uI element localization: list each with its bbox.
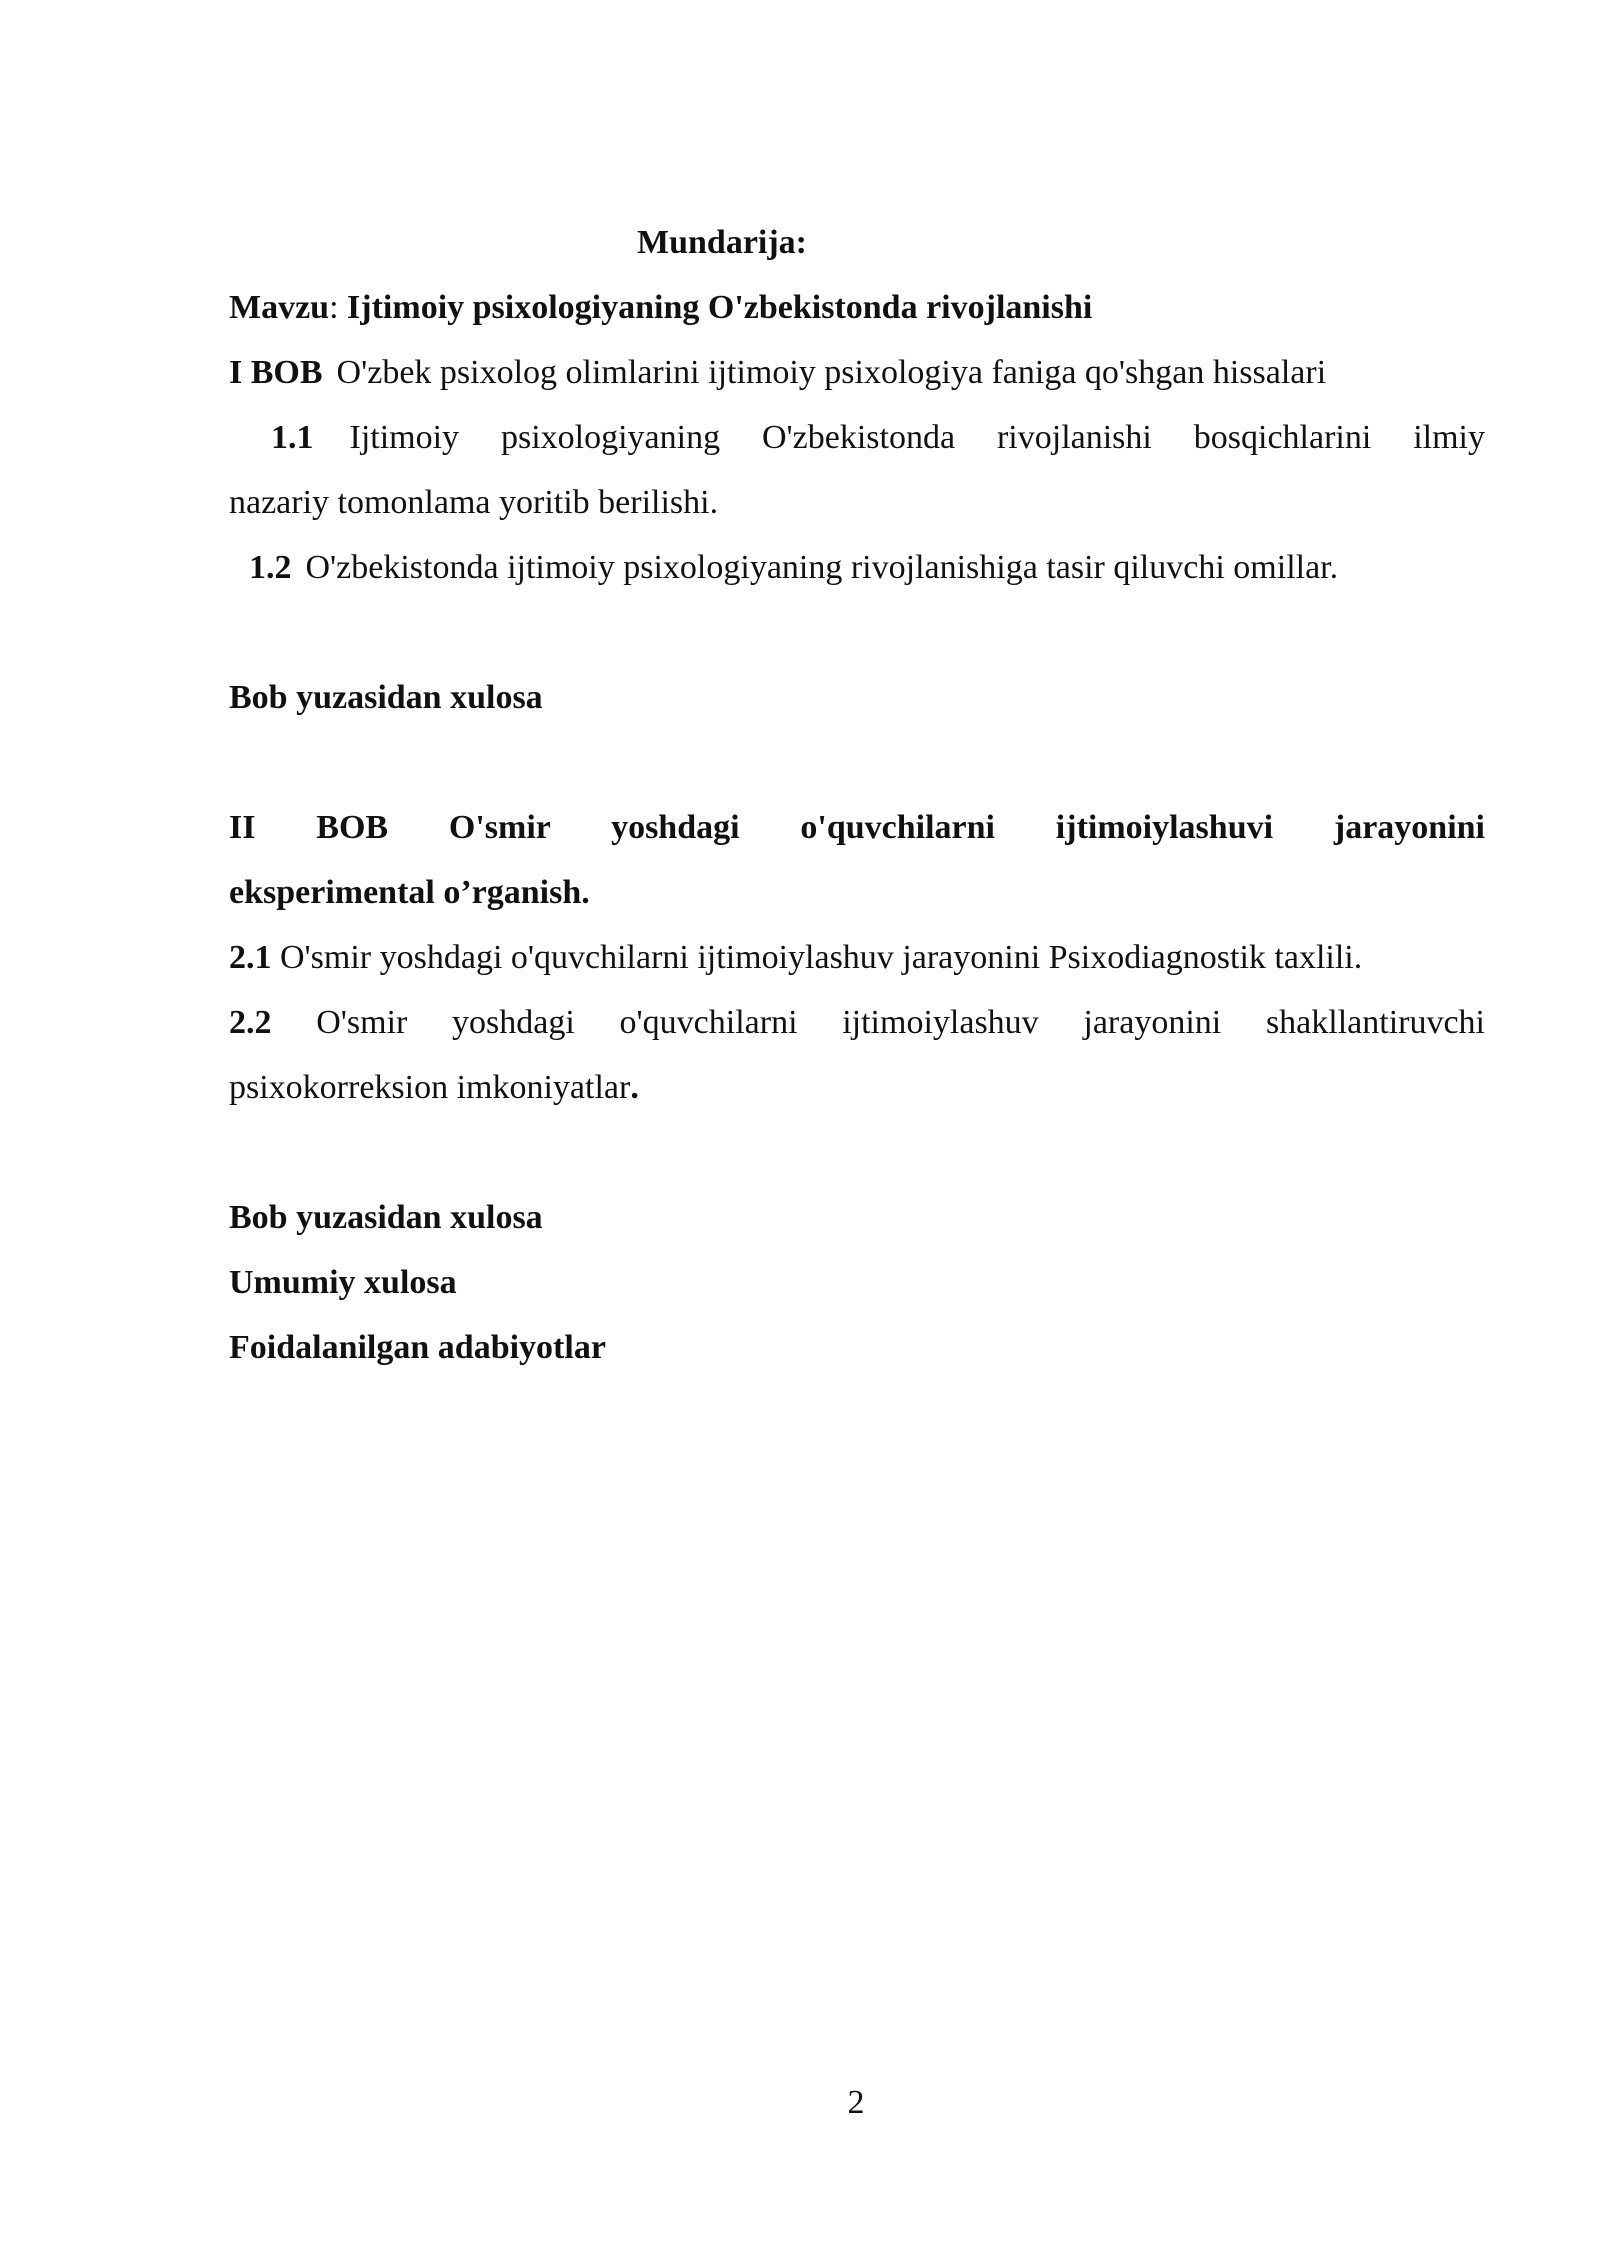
- topic-title: Ijtimoiy psixologiyaning O'zbekistonda rivojlanishi: [347, 289, 1093, 326]
- section-2-2-title-line-1: O'smir yoshdagi o'quvchilarni ijtimoiylashuv jarayonini shakllantiruvchi: [316, 1004, 1485, 1041]
- table-of-contents: [229, 210, 1485, 1380]
- toc-entry-references: Foidalanilgan adabiyotlar: [229, 1329, 606, 1366]
- topic-label: Mavzu: [229, 289, 330, 326]
- section-2-2-title-line-2-wrap: [229, 1055, 1485, 1120]
- section-1-2-title: O'zbekistonda ijtimoiy psixologiyaning rivojlanishiga tasir qiluvchi omillar.: [305, 549, 1339, 586]
- topic-line: [229, 275, 1485, 340]
- section-2-1-title: O'smir yoshdagi o'quvchilarni ijtimoiylashuv jarayonini Psixodiagnostik taxlili.: [280, 939, 1363, 976]
- topic-separator: :: [329, 289, 339, 326]
- chapter-1-number: I BOB: [229, 354, 323, 391]
- chapter-2-title-line-1: II BOB O'smir yoshdagi o'quvchilarni ijtimoiylashuvi jarayonini: [229, 809, 1485, 846]
- toc-title: Mundarija:: [637, 224, 807, 261]
- toc-entry-section-1-2: [229, 535, 1485, 600]
- section-1-1-title-line-2: nazariy tomonlama yoritib berilishi.: [229, 484, 719, 521]
- toc-entry-general-conclusion: Umumiy xulosa: [229, 1264, 457, 1301]
- chapter-1-title: O'zbek psixolog olimlarini ijtimoiy psixologiya faniga qo'shgan hissalari: [336, 354, 1327, 391]
- page-number: 2: [847, 2084, 865, 2121]
- toc-entry-chapter-1-conclusion: Bob yuzasidan xulosa: [229, 679, 543, 716]
- section-1-1-title-line-1: Ijtimoiy psixologiyaning O'zbekistonda rivojlanishi bosqichlarini ilmiy: [349, 419, 1485, 456]
- section-2-2-title-end: .: [630, 1069, 639, 1106]
- section-1-2-number: 1.2: [249, 549, 292, 586]
- toc-entry-section-2-2: [229, 990, 1485, 1055]
- toc-entry-section-2-1: [229, 925, 1485, 990]
- section-2-2-number: 2.2: [229, 1004, 272, 1041]
- section-2-2-title-line-2: psixokorreksion imkoniyatlar: [229, 1069, 631, 1106]
- chapter-2-title-line-2: eksperimental o’rganish.: [229, 874, 590, 911]
- toc-entry-chapter-2-conclusion: Bob yuzasidan xulosa: [229, 1199, 543, 1236]
- section-1-1-number: 1.1: [271, 419, 314, 456]
- toc-entry-section-1-1: [229, 405, 1485, 470]
- section-2-1-number: 2.1: [229, 939, 272, 976]
- toc-entry-chapter-1: [229, 340, 1485, 405]
